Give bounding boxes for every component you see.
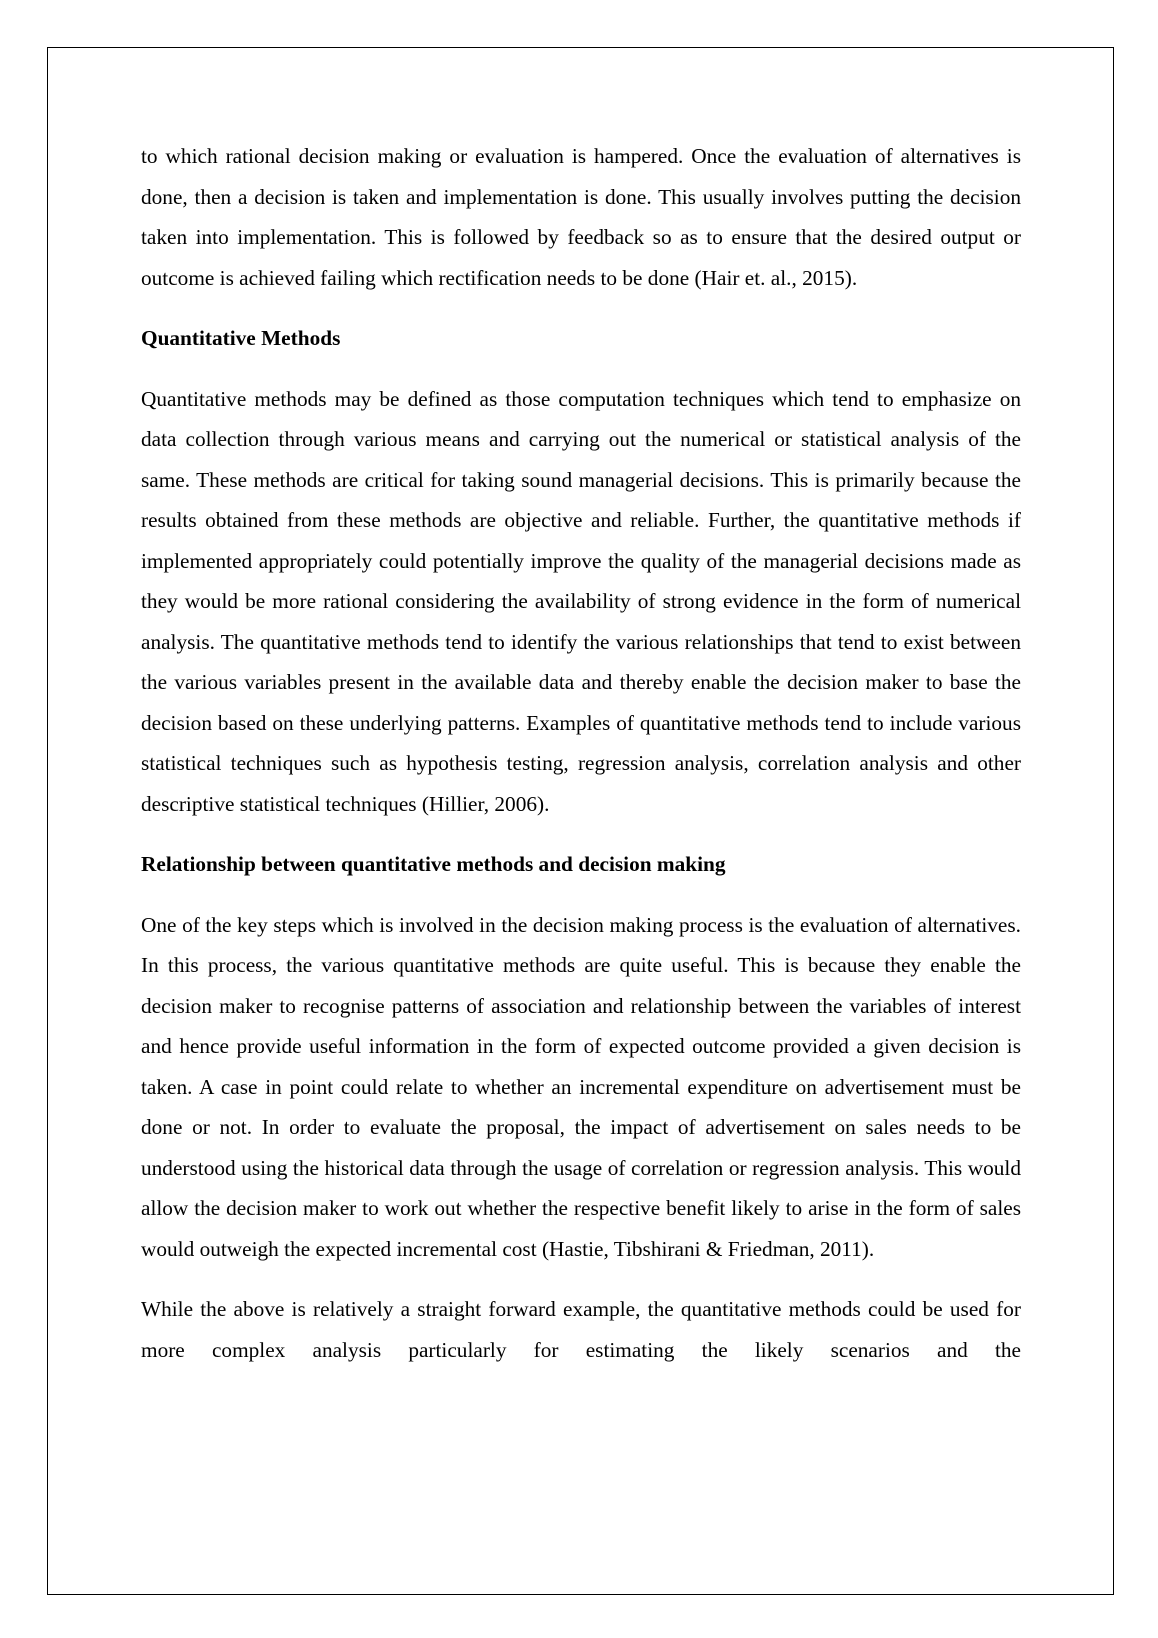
paragraph-quantitative-methods: Quantitative methods may be defined as those computation techniques which tend to emphasize on data collection through various means and carrying out the numerical or statistical analysis of the same. These methods are critical for taking sound managerial decisions. This is primarily because the results obtained from these methods are objective and reliable. Further, the quantitative methods if implemented appropriately could potentially improve the quality of the managerial decisions made as they would be more rational considering the availability of strong evidence in the form of numerical analysis. The quantitative methods tend to identify the various relationships that tend to exist between the various variables present in the available data and thereby enable the decision maker to base the decision based on these underlying patterns. Examples of quantitative methods tend to include various statistical techniques such as hypothesis testing, regression analysis, correlation analysis and other descriptive statistical techniques (Hillier, 2006).: [141, 386, 1021, 816]
paragraph-relationship: One of the key steps which is involved in the decision making process is the evaluation of alternatives. In this process, the various quantitative methods are quite useful. This is because they enable the decision maker to recognise patterns of association and relationship between the variables of interest and hence provide useful information in the form of expected outcome provided a given decision is taken. A case in point could relate to whether an incremental expenditure on advertisement must be done or not. In order to evaluate the proposal, the impact of advertisement on sales needs to be understood using the historical data through the usage of correlation or regression analysis. This would allow the decision maker to work out whether the respective benefit likely to arise in the form of sales would outweigh the expected incremental cost (Hastie, Tibshirani & Friedman, 2011).: [141, 912, 1021, 1261]
heading-quantitative-methods: Quantitative Methods: [141, 326, 341, 350]
document-body: [141, 136, 1021, 1390]
heading-relationship: Relationship between quantitative methods and decision making: [141, 852, 726, 876]
paragraph-complex-analysis: While the above is relatively a straight forward example, the quantitative methods could be used for more complex analysis particularly for estimating the likely scenarios and the: [141, 1297, 1021, 1362]
paragraph-continuation: to which rational decision making or evaluation is hampered. Once the evaluation of alternatives is done, then a decision is taken and implementation is done. This usually involves putting the decision taken into implementation. This is followed by feedback so as to ensure that the desired output or outcome is achieved failing which rectification needs to be done (Hair et. al., 2015).: [141, 144, 1021, 290]
